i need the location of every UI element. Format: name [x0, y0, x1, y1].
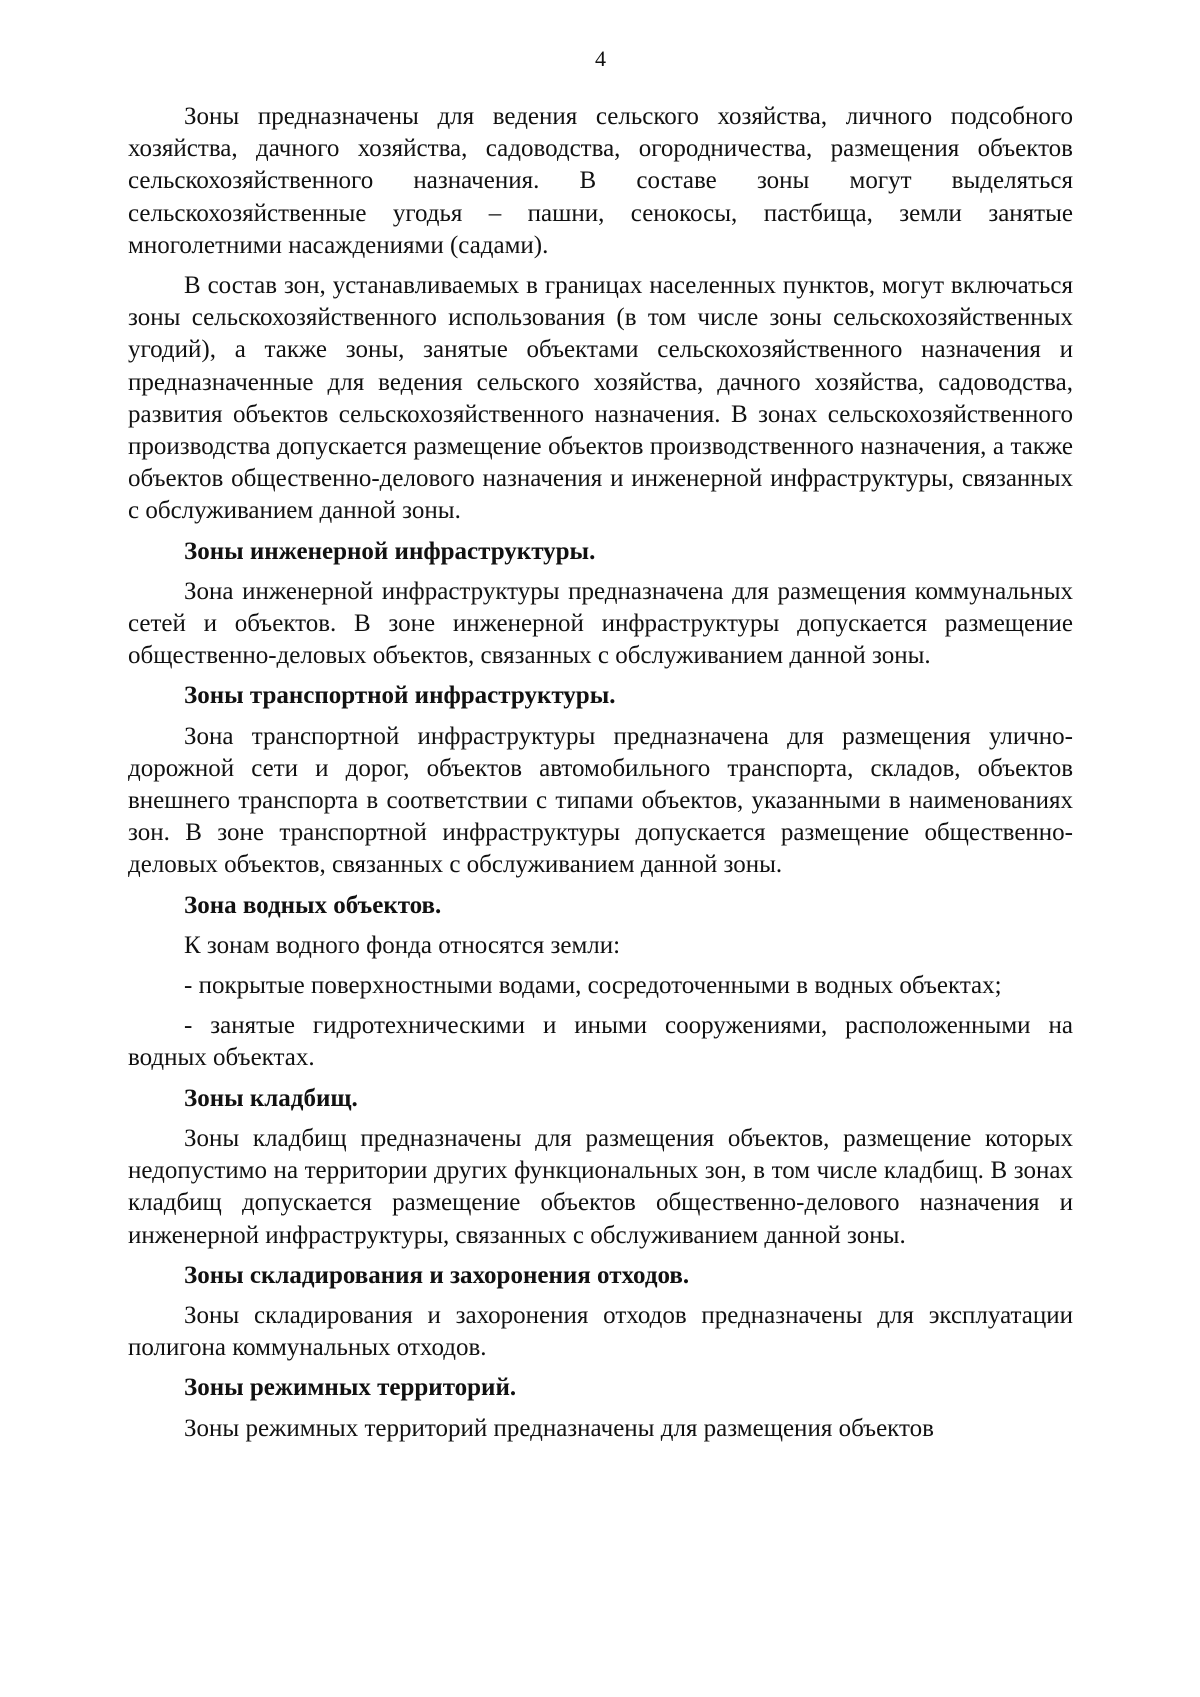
- heading-waste-storage: Зоны складирования и захоронения отходов.: [184, 1261, 690, 1289]
- paragraph-transport-infrastructure: Зона транспортной инфраструктуры предназначена для размещения улично-дорожной сети и дорог, объектов автомобильного транспорта, складов, объектов внешнего транспорта в соответствии с типами объектов, указанными в наименованиях зон. В зоне транспортной инфраструктуры допускается размещение общественно-деловых объектов, связанных с обслуживанием данной зоны.: [128, 722, 1073, 879]
- heading-transport-infrastructure: Зоны транспортной инфраструктуры.: [184, 682, 616, 710]
- list-item-hydraulic-structures: - занятые гидротехническими и иными сооружениями, расположенными на водных объектах.: [128, 1012, 1073, 1072]
- list-item-surface-waters: - покрытые поверхностными водами, сосредоточенными в водных объектах;: [184, 972, 1002, 1000]
- paragraph-engineering-infrastructure: Зона инженерной инфраструктуры предназначена для размещения коммунальных сетей и объектов. В зоне инженерной инфраструктуры допускается размещение общественно-деловых объектов, связанных с обслуживанием данной зоны.: [128, 577, 1073, 670]
- paragraph-water-fund-lands: К зонам водного фонда относятся земли:: [184, 931, 621, 959]
- paragraph-agricultural-zones: Зоны предназначены для ведения сельского хозяйства, личного подсобного хозяйства, дачного хозяйства, садоводства, огородничества, размещения объектов сельскохозяйственного назначения. В составе зоны могут выделяться сельскохозяйственные угодья – пашни, сенокосы, пастбища, земли занятые многолетними насаждениями (садами).: [128, 103, 1073, 259]
- paragraph-restricted-territories: Зоны режимных территорий предназначены для размещения объектов: [184, 1414, 934, 1442]
- heading-engineering-infrastructure: Зоны инженерной инфраструктуры.: [184, 537, 596, 565]
- heading-restricted-territories: Зоны режимных территорий.: [184, 1374, 517, 1402]
- document-body: [128, 101, 1073, 1453]
- heading-cemeteries: Зоны кладбищ.: [184, 1084, 358, 1112]
- paragraph-cemeteries: Зоны кладбищ предназначены для размещения объектов, размещение которых недопустимо на территории других функциональных зон, в том числе кладбищ. В зонах кладбищ допускается размещение объектов общественно-делового назначения и инженерной инфраструктуры, связанных с обслуживанием данной зоны.: [128, 1124, 1073, 1249]
- paragraph-waste-storage: Зоны складирования и захоронения отходов предназначены для эксплуатации полигона коммунальных отходов.: [128, 1301, 1073, 1362]
- heading-water-objects: Зона водных объектов.: [184, 891, 442, 919]
- paragraph-settlement-zones: В состав зон, устанавливаемых в границах населенных пунктов, могут включаться зоны сельскохозяйственного использования (в том числе зоны сельскохозяйственных угодий), а также зоны, занятые объектами сельскохозяйственного назначения и предназначенные для ведения сельского хозяйства, дачного хозяйства, садоводства, развития объектов сельскохозяйственного назначения. В зонах сельскохозяйственного производства допускается размещение объектов производственного назначения, а также объектов общественно-делового назначения и инженерной инфраструктуры, связанных с обслуживанием данной зоны.: [128, 272, 1073, 525]
- page-number: 4: [595, 46, 606, 71]
